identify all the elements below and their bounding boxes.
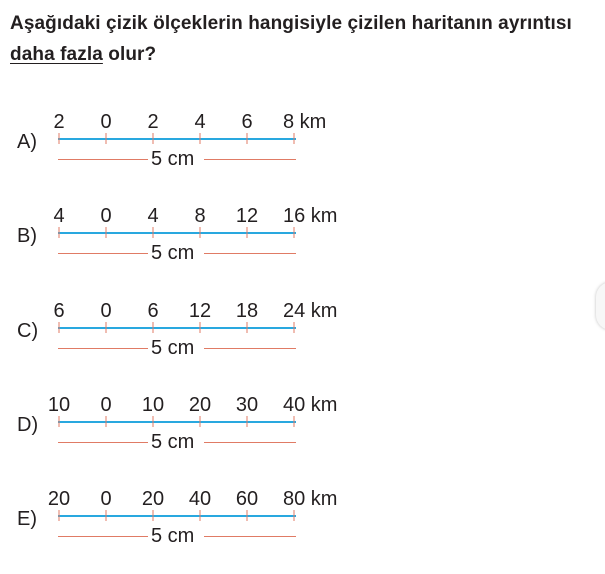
cm-line-left bbox=[58, 348, 148, 349]
scale-tick bbox=[59, 510, 60, 521]
scale-tick bbox=[153, 416, 154, 427]
scale-label: 4 bbox=[53, 205, 65, 227]
scale-label: 8 km bbox=[283, 111, 327, 133]
scale-tick bbox=[247, 227, 248, 238]
scale-label: 40 bbox=[188, 488, 212, 510]
question-text bbox=[10, 8, 600, 70]
cm-line-right bbox=[204, 442, 296, 443]
scale-tick bbox=[200, 416, 201, 427]
scale-tick bbox=[200, 227, 201, 238]
scale-bar bbox=[58, 232, 296, 234]
scale-label: 16 km bbox=[283, 205, 338, 227]
cm-line-left bbox=[58, 536, 148, 537]
scale-label: 2 bbox=[53, 111, 65, 133]
option-b[interactable] bbox=[0, 205, 605, 291]
scale-tick bbox=[200, 510, 201, 521]
scale-label: 4 bbox=[147, 205, 159, 227]
option-letter: D) bbox=[17, 414, 39, 436]
scale-label: 0 bbox=[100, 111, 112, 133]
cm-line-right bbox=[204, 536, 296, 537]
cm-line-left bbox=[58, 442, 148, 443]
option-c[interactable] bbox=[0, 300, 605, 386]
scale-tick bbox=[153, 227, 154, 238]
scale-label: 40 km bbox=[283, 394, 338, 416]
scale-label: 30 bbox=[235, 394, 259, 416]
question-emphasis: daha fazla bbox=[10, 44, 103, 65]
option-letter: B) bbox=[17, 225, 37, 247]
scale-tick bbox=[59, 227, 60, 238]
cm-label: 5 cm bbox=[151, 431, 195, 453]
scale-label: 12 bbox=[188, 300, 212, 322]
scale-tick bbox=[294, 322, 295, 333]
scale-label: 80 km bbox=[283, 488, 338, 510]
scale-tick bbox=[294, 133, 295, 144]
scale-label: 60 bbox=[235, 488, 259, 510]
scale-label: 18 bbox=[235, 300, 259, 322]
cm-label: 5 cm bbox=[151, 242, 195, 264]
scale-tick bbox=[294, 416, 295, 427]
scale-label: 20 bbox=[141, 488, 165, 510]
scale-tick bbox=[247, 133, 248, 144]
option-a[interactable] bbox=[0, 111, 605, 197]
cm-label: 5 cm bbox=[151, 148, 195, 170]
scale-label: 0 bbox=[100, 394, 112, 416]
scale-label: 0 bbox=[100, 300, 112, 322]
option-letter: E) bbox=[17, 508, 37, 530]
scale-label: 0 bbox=[100, 205, 112, 227]
option-letter: A) bbox=[17, 131, 37, 153]
scale-label: 20 bbox=[188, 394, 212, 416]
question-part-1: Aşağıdaki çizik ölçeklerin hangisiyle çizilen haritanın ayrıntısı bbox=[10, 13, 572, 34]
scale-label: 24 km bbox=[283, 300, 338, 322]
scale-label: 10 bbox=[141, 394, 165, 416]
scale-tick bbox=[294, 510, 295, 521]
scale-tick bbox=[247, 510, 248, 521]
scale-tick bbox=[106, 416, 107, 427]
cm-line-right bbox=[204, 159, 296, 160]
cm-label: 5 cm bbox=[151, 337, 195, 359]
scale-tick bbox=[294, 227, 295, 238]
cm-line-right bbox=[204, 253, 296, 254]
question-part-2: olur? bbox=[102, 44, 157, 65]
scale-label: 4 bbox=[194, 111, 206, 133]
scale-tick bbox=[106, 227, 107, 238]
scale-tick bbox=[59, 322, 60, 333]
scale-tick bbox=[200, 133, 201, 144]
scale-tick bbox=[59, 416, 60, 427]
scale-tick bbox=[247, 322, 248, 333]
cm-line-left bbox=[58, 253, 148, 254]
scale-label: 6 bbox=[147, 300, 159, 322]
scale-label: 12 bbox=[235, 205, 259, 227]
scale-bar bbox=[58, 138, 296, 140]
cm-line-left bbox=[58, 159, 148, 160]
scale-tick bbox=[106, 133, 107, 144]
scale-tick bbox=[106, 510, 107, 521]
scale-tick bbox=[200, 322, 201, 333]
scale-label: 6 bbox=[53, 300, 65, 322]
scale-tick bbox=[59, 133, 60, 144]
cm-label: 5 cm bbox=[151, 525, 195, 547]
scale-tick bbox=[153, 133, 154, 144]
option-letter: C) bbox=[17, 320, 39, 342]
option-e[interactable] bbox=[0, 488, 605, 574]
scale-label: 6 bbox=[241, 111, 253, 133]
scale-label: 8 bbox=[194, 205, 206, 227]
scale-tick bbox=[247, 416, 248, 427]
scale-label: 0 bbox=[100, 488, 112, 510]
scale-tick bbox=[153, 322, 154, 333]
scale-bar bbox=[58, 421, 296, 423]
scale-bar bbox=[58, 327, 296, 329]
scale-tick bbox=[153, 510, 154, 521]
scale-label: 10 bbox=[47, 394, 71, 416]
scale-label: 20 bbox=[47, 488, 71, 510]
option-d[interactable] bbox=[0, 394, 605, 480]
scale-bar bbox=[58, 515, 296, 517]
cm-line-right bbox=[204, 348, 296, 349]
scale-label: 2 bbox=[147, 111, 159, 133]
side-scroll-handle[interactable] bbox=[596, 282, 605, 330]
scale-tick bbox=[106, 322, 107, 333]
